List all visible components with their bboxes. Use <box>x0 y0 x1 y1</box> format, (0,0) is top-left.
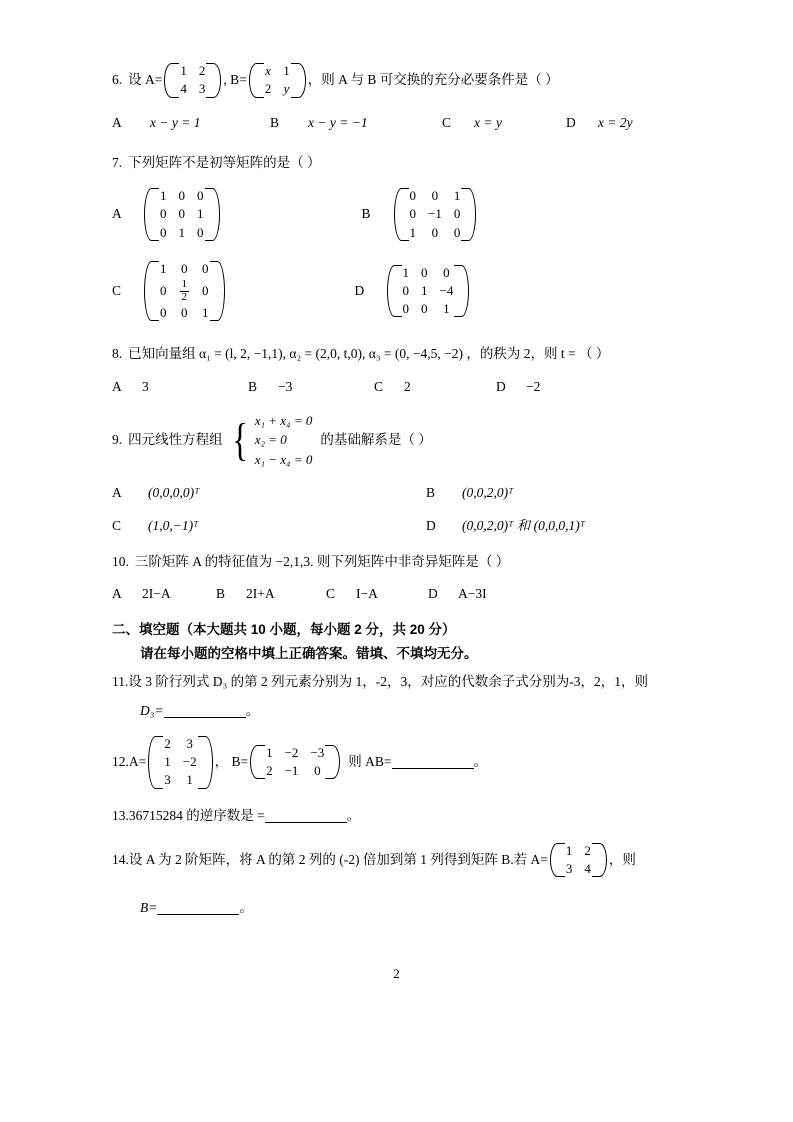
q8-opt-c-label: C <box>374 378 384 394</box>
question-10 <box>112 552 705 605</box>
system-eq-2: x₂ = 0 <box>254 432 287 448</box>
q7-choice-c-matrix: 1 0 0 0 $\frac{1}{2}$ 0 0 0 1 <box>144 260 225 323</box>
question-12-post-pre: 则 AB= <box>348 754 392 770</box>
question-8 <box>112 344 705 397</box>
question-9-stem-pre: 四元线性方程组 <box>128 431 223 447</box>
question-6-stem-post: ，则 A 与 B 可交换的充分必要条件是（ ） <box>307 72 559 88</box>
question-13-pre: 36715284 的逆序数是 = <box>128 807 265 823</box>
question-9 <box>112 411 705 536</box>
question-12-answer-blank[interactable] <box>392 755 474 769</box>
q10-opt-c-text: I−A <box>356 586 378 602</box>
system-eq-1: x₁ + x₄ = 0 <box>254 412 313 428</box>
q9-opt-b-label: B <box>426 485 436 501</box>
question-6-matrix-a: 1 2 4 3 <box>164 62 221 99</box>
question-11-period: 。 <box>245 702 260 718</box>
system-eq-3: x₁ − x₄ = 0 <box>254 451 313 467</box>
q6-opt-c-text: x = y <box>474 114 502 130</box>
question-6-matrix-b: x 1 2 y <box>249 62 306 99</box>
question-12-period: 。 <box>473 754 488 770</box>
section-2-instruction: 请在每小题的空格中填上正确答案。错填、不填均无分。 <box>140 646 478 662</box>
question-6 <box>112 62 705 133</box>
q9-opt-c-label: C <box>112 517 122 533</box>
question-12-number: 12. <box>112 754 129 770</box>
q7-choice-c-label: C <box>112 282 122 298</box>
question-7 <box>112 153 705 323</box>
question-13-answer-blank[interactable] <box>265 809 347 823</box>
question-12-mid: ， B= <box>214 754 249 770</box>
q6-opt-a-text: x − y = 1 <box>150 114 201 130</box>
q8-opt-a-text: 3 <box>142 378 149 394</box>
q6-opt-c-label: C <box>442 114 452 130</box>
q6-opt-b-label: B <box>270 114 280 130</box>
question-14-answer-label: B= <box>140 900 158 916</box>
q10-opt-d-text: A−3I <box>458 586 487 602</box>
question-11 <box>112 672 705 721</box>
question-11-answer-label: D₃= <box>140 702 164 718</box>
q7-choice-d-label: D <box>354 282 365 298</box>
q7-choice-b-label: B <box>361 206 371 222</box>
q7-choice-b-matrix: 0 0 1 0 −1 0 1 0 0 <box>394 187 477 242</box>
question-12-matrix-b: 1 −2 −3 2 −1 0 <box>250 744 340 781</box>
q9-opt-b-text: (0,0,2,0)ᵀ <box>462 485 514 501</box>
question-11-number: 11. <box>112 674 129 690</box>
question-10-number: 10. <box>112 553 129 569</box>
question-6-number: 6. <box>112 72 123 88</box>
question-9-system <box>255 411 313 470</box>
question-14-post: ，则 <box>608 851 636 867</box>
q6-opt-b-text: x − y = −1 <box>308 114 368 130</box>
q9-opt-a-text: (0,0,0,0)ᵀ <box>148 485 200 501</box>
question-6-mid: , B= <box>223 72 247 88</box>
question-14-answer-blank[interactable] <box>157 901 239 915</box>
q7-choice-a-label: A <box>112 206 122 222</box>
question-9-number: 9. <box>112 431 123 447</box>
question-14-period: 。 <box>239 900 253 916</box>
system-brace-icon: { <box>231 414 248 466</box>
question-7-number: 7. <box>112 154 123 170</box>
question-14 <box>112 842 705 919</box>
q10-opt-d-label: D <box>428 586 438 602</box>
q6-opt-d-label: D <box>566 114 576 130</box>
q6-opt-a-label: A <box>112 114 122 130</box>
question-12 <box>112 735 705 790</box>
question-10-stem: 三阶矩阵 A 的特征值为 −2,1,3. 则下列矩阵中非奇异矩阵是（ ） <box>134 553 510 569</box>
q10-opt-c-label: C <box>326 586 336 602</box>
question-13 <box>112 806 705 826</box>
question-9-stem-post: 的基础解系是（ ） <box>320 431 432 447</box>
q9-opt-c-text: (1,0,−1)ᵀ <box>148 517 199 533</box>
q10-opt-b-label: B <box>216 586 226 602</box>
q8-opt-d-text: −2 <box>526 378 541 394</box>
q10-opt-a-text: 2I−A <box>142 586 171 602</box>
question-11-text: 设 3 阶行列式 D₃ 的第 2 列元素分别为 1，-2，3，对应的代数余子式分别为-3，2，1，则 <box>128 674 648 690</box>
q7-choice-a-matrix: 1 0 0 0 0 1 0 1 0 <box>144 187 220 242</box>
question-14-matrix: 1 2 3 4 <box>550 842 607 879</box>
q8-opt-a-label: A <box>112 378 122 394</box>
q6-opt-d-text: x = 2y <box>598 114 633 130</box>
question-12-matrix-a: 2 3 1 −2 3 1 <box>148 735 212 790</box>
question-14-number: 14. <box>112 851 129 867</box>
question-13-period: 。 <box>346 807 361 823</box>
page-number: 2 <box>393 966 400 981</box>
q10-opt-b-text: 2I+A <box>246 586 275 602</box>
q8-opt-d-label: D <box>496 378 506 394</box>
question-13-number: 13. <box>112 807 129 823</box>
question-8-number: 8. <box>112 346 123 362</box>
question-11-answer-blank[interactable] <box>164 704 246 718</box>
question-14-pre: 设 A 为 2 阶矩阵，将 A 的第 2 列的 (-2) 倍加到第 1 列得到矩阵 B.若 A= <box>128 851 548 867</box>
question-8-stem: 已知向量组 α₁ = (l, 2, −1,1), α₂ = (2,0, t,0), α₃ = (0, −4,5, −2) ，的秩为 2，则 t = （ ） <box>128 346 610 362</box>
q8-opt-c-text: 2 <box>404 378 411 394</box>
question-7-stem: 下列矩阵不是初等矩阵的是（ ） <box>128 154 321 170</box>
question-12-pre: A= <box>128 754 147 770</box>
q9-opt-a-label: A <box>112 485 122 501</box>
q8-opt-b-label: B <box>248 378 258 394</box>
q7-choice-d-matrix: 1 0 0 0 1 −4 0 0 1 <box>387 264 470 319</box>
question-6-stem-pre: 设 A= <box>128 72 163 88</box>
q9-opt-d-label: D <box>426 517 436 533</box>
q10-opt-a-label: A <box>112 586 122 602</box>
section-2-title: 二、填空题（本大题共 10 小题，每小题 2 分，共 20 分） <box>112 622 456 638</box>
q9-opt-d-text: (0,0,2,0)ᵀ 和 (0,0,0,1)ᵀ <box>462 517 585 533</box>
q8-opt-b-text: −3 <box>278 378 293 394</box>
